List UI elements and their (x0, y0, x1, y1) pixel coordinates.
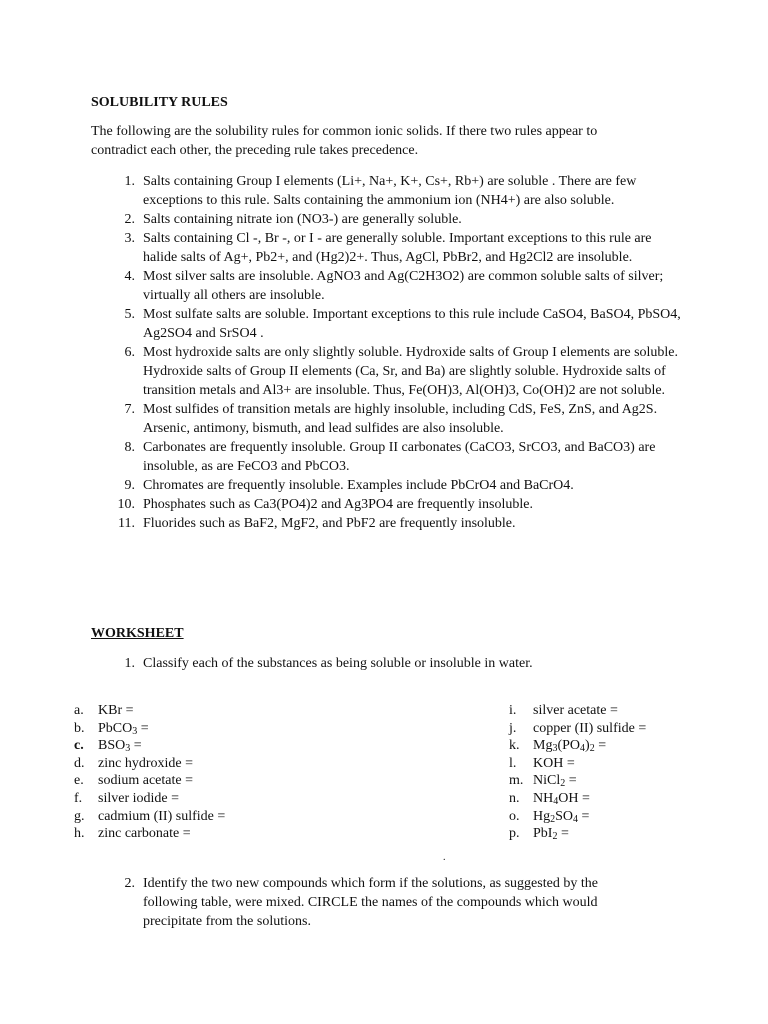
rule-item (91, 438, 681, 476)
substance-item (509, 790, 646, 808)
rule-item (91, 514, 681, 533)
substance-text: KOH = (533, 755, 575, 771)
substance-item (509, 808, 646, 826)
substance-item (509, 720, 646, 738)
question-text: Classify each of the substances as being soluble or insoluble in water. (143, 656, 533, 671)
substance-text: PbCO$_3$ = (98, 720, 149, 737)
substance-item (74, 790, 225, 808)
substance-item (74, 808, 225, 826)
rule-text: Salts containing Cl -, Br -, or I - are generally soluble. Important exceptions to this rule are halide salts of Ag+, Pb2+, and (Hg2)2+. Thus, AgCl, PbBr2, and Hg2Cl2 are insoluble. (143, 231, 652, 265)
rule-item (91, 400, 681, 438)
item-letter: b. (74, 720, 85, 736)
substance-text: $Mg_3(PO_4)_2$ = (533, 738, 607, 755)
substance-text: silver iodide = (98, 790, 179, 806)
rule-text: Fluorides such as BaF2, MgF2, and PbF2 are frequently insoluble. (143, 516, 516, 531)
item-letter: k. (509, 738, 520, 754)
substance-text: zinc carbonate = (98, 826, 191, 842)
stray-dot: . (443, 852, 446, 863)
rule-number: 9. (124, 478, 135, 493)
substance-item (74, 737, 225, 755)
rule-item (91, 267, 681, 305)
substance-item (74, 755, 225, 773)
item-letter: d. (74, 755, 85, 771)
item-letter: i. (509, 703, 517, 718)
rule-item (91, 210, 681, 229)
rule-text: Most silver salts are insoluble. AgNO3 and Ag(C2H3O2) are common soluble salts of silver; virtually all others are insoluble. (143, 269, 664, 303)
substance-item (509, 737, 646, 755)
item-letter: n. (509, 790, 520, 806)
substance-item (74, 772, 225, 790)
substance-text: sodium acetate = (98, 773, 193, 789)
question-1 (91, 654, 651, 673)
rule-item (91, 229, 681, 267)
solubility-rules-list (91, 172, 681, 533)
question-number: 1. (124, 656, 135, 671)
substance-item (509, 772, 646, 790)
rule-number: 11. (118, 516, 135, 531)
question-2 (91, 874, 651, 931)
substance-list-right (509, 702, 646, 843)
substance-list-left (74, 702, 225, 843)
rule-text: Most sulfate salts are soluble. Important exceptions to this rule include CaSO4, BaSO4, PbSO4, Ag2SO4 and SrSO4 . (143, 307, 681, 341)
rule-text: Most hydroxide salts are only slightly soluble. Hydroxide salts of Group I elements are soluble. Hydroxide salts of Group II elements (Ca, Sr, and Ba) are slightly soluble. Hydroxide salts of transition metals and Al3+ are insoluble. Thus, Fe(OH)3, Al(OH)3, Co(OH)2 are not soluble. (143, 345, 679, 398)
rule-number: 4. (124, 269, 135, 284)
rule-number: 10. (117, 497, 135, 512)
rule-text: Salts containing Group I elements (Li+, Na+, K+, Cs+, Rb+) are soluble . There are few exceptions to this rule. Salts containing the ammonium ion (NH4+) are also soluble. (143, 174, 637, 208)
worksheet-title: WORKSHEET (91, 626, 184, 641)
substance-text: cadmium (II) sulfide = (98, 808, 226, 824)
item-letter: h. (74, 826, 85, 842)
rule-number: 1. (124, 174, 135, 189)
rule-text: Most sulfides of transition metals are highly insoluble, including CdS, FeS, ZnS, and Ag2S. Arsenic, antimony, bismuth, and lead sulfides are also insoluble. (143, 402, 658, 436)
item-letter: l. (509, 755, 517, 771)
item-letter: f. (74, 790, 83, 806)
intro-paragraph: The following are the solubility rules for common ionic solids. If there two rules appear to contradict each other, the preceding rule takes precedence. (91, 124, 598, 158)
rule-item (91, 476, 681, 495)
rule-item (91, 343, 681, 400)
item-letter: o. (509, 808, 520, 824)
substance-item (509, 825, 646, 843)
substance-text: KBr = (98, 703, 134, 718)
rule-number: 6. (124, 345, 135, 360)
substance-text: copper (II) sulfide = (533, 720, 647, 736)
rule-item (91, 305, 681, 343)
substance-text: PbI$_2$ = (533, 826, 569, 843)
rule-text: Carbonates are frequently insoluble. Group II carbonates (CaCO3, SrCO3, and BaCO3) are insoluble, as are FeCO3 and PbCO3. (143, 440, 656, 474)
rule-text: Salts containing nitrate ion (NO3-) are generally soluble. (143, 212, 462, 227)
item-letter: g. (74, 808, 85, 824)
item-letter: j. (509, 720, 517, 736)
rule-number: 7. (124, 402, 135, 417)
question-text: Identify the two new compounds which form if the solutions, as suggested by the following table, were mixed. CIRCLE the names of the compounds which would precipitate from the solutions. (143, 876, 598, 929)
rule-number: 2. (124, 212, 135, 227)
substance-text: $Hg_2SO_4$ = (533, 808, 590, 825)
substance-item (509, 755, 646, 773)
page-title: SOLUBILITY RULES (91, 95, 228, 110)
rule-item (91, 495, 681, 514)
rule-number: 8. (124, 440, 135, 455)
substance-text: NiCl$_2$ = (533, 773, 577, 790)
item-letter: m. (509, 773, 524, 789)
substance-text: $NH_4OH$ = (533, 790, 590, 807)
rule-item (91, 172, 681, 210)
substance-text: $BSO_3$ = (98, 738, 142, 755)
substance-text: zinc hydroxide = (98, 755, 193, 771)
item-letter: a. (74, 703, 84, 718)
item-letter: p. (509, 826, 520, 842)
rule-text: Phosphates such as Ca3(PO4)2 and Ag3PO4 are frequently insoluble. (143, 497, 533, 512)
substance-text: silver acetate = (533, 703, 618, 718)
item-letter: e. (74, 773, 84, 789)
substance-item (509, 702, 646, 720)
rule-number: 5. (124, 307, 135, 322)
substance-item (74, 702, 225, 720)
item-letter: c. (74, 738, 84, 754)
substance-item (74, 720, 225, 738)
rule-number: 3. (124, 231, 135, 246)
question-number: 2. (124, 876, 135, 891)
substance-item (74, 825, 225, 843)
rule-text: Chromates are frequently insoluble. Examples include PbCrO4 and BaCrO4. (143, 478, 574, 493)
